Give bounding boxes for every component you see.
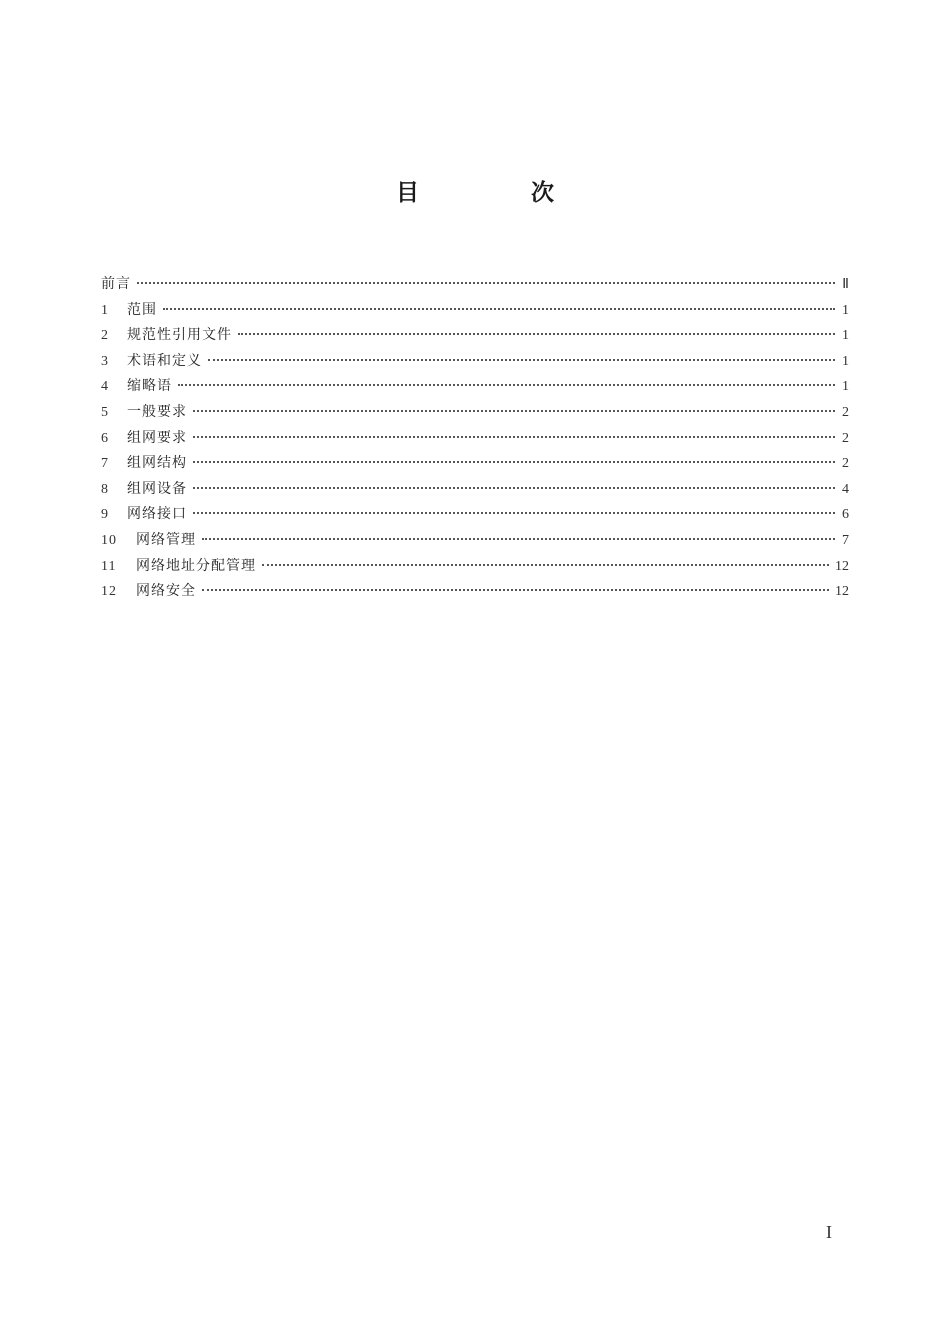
dot-leader xyxy=(208,359,835,361)
toc-entry-2[interactable] xyxy=(101,325,849,351)
dot-leader xyxy=(193,487,835,489)
toc-entry-number: 2 xyxy=(101,328,109,344)
toc-entry-4[interactable] xyxy=(101,376,849,402)
page-number: I xyxy=(826,1222,832,1242)
toc-entry-7[interactable] xyxy=(101,453,849,479)
dot-leader xyxy=(262,564,829,566)
toc-entry-page: 1 xyxy=(842,353,849,369)
toc-entry-number: 7 xyxy=(101,456,109,472)
toc-entry-title: 一般要求 xyxy=(127,403,187,420)
toc-entry-number: 8 xyxy=(101,481,109,497)
toc-entry-number: 9 xyxy=(101,507,109,523)
toc-entry-page: 1 xyxy=(842,328,849,344)
toc-entry-number: 5 xyxy=(101,404,109,420)
toc-entry-page: 2 xyxy=(842,456,849,472)
toc-entry-title: 网络安全 xyxy=(136,583,196,600)
toc-entry-11[interactable] xyxy=(101,556,849,582)
toc-entry-10[interactable] xyxy=(101,530,849,556)
dot-leader xyxy=(137,282,835,284)
toc-entry-number: 1 xyxy=(101,302,109,318)
toc-entry-title: 范围 xyxy=(127,301,157,318)
toc-entry-title: 组网结构 xyxy=(127,455,187,472)
toc-entry-title: 组网要求 xyxy=(127,429,187,446)
toc-entry-page: 4 xyxy=(842,481,849,497)
dot-leader xyxy=(163,308,835,310)
toc-entry-9[interactable] xyxy=(101,504,849,530)
dot-leader xyxy=(193,436,835,438)
dot-leader xyxy=(193,410,835,412)
dot-leader xyxy=(193,512,835,514)
toc-entry-number: 10 xyxy=(101,532,117,548)
toc-entry-page: 12 xyxy=(835,584,849,600)
toc-entry-title: 网络管理 xyxy=(136,531,196,548)
toc-entry-number: 3 xyxy=(101,353,109,369)
toc-entry-page: Ⅱ xyxy=(842,277,849,292)
page-title: 目 次 xyxy=(395,180,606,206)
toc-entry-title: 组网设备 xyxy=(127,480,187,497)
toc-entry-page: 12 xyxy=(835,558,849,574)
toc-entry-title: 前言 xyxy=(101,276,131,292)
toc-entry-5[interactable] xyxy=(101,402,849,428)
toc-entry-page: 2 xyxy=(842,430,849,446)
toc-entry-6[interactable] xyxy=(101,428,849,454)
dot-leader xyxy=(178,384,835,386)
toc-entry-foreword[interactable] xyxy=(101,274,849,300)
toc-entry-page: 1 xyxy=(842,379,849,395)
toc-entry-page: 1 xyxy=(842,302,849,318)
toc-entry-1[interactable] xyxy=(101,300,849,326)
toc-entry-page: 7 xyxy=(842,532,849,548)
table-of-contents xyxy=(101,274,849,607)
toc-entry-title: 网络接口 xyxy=(127,506,187,523)
dot-leader xyxy=(238,333,835,335)
dot-leader xyxy=(202,538,835,540)
dot-leader xyxy=(202,589,829,591)
toc-entry-page: 2 xyxy=(842,404,849,420)
toc-entry-title: 缩略语 xyxy=(127,378,172,395)
toc-entry-title: 网络地址分配管理 xyxy=(136,557,256,574)
toc-entry-title: 规范性引用文件 xyxy=(127,327,232,344)
toc-entry-number: 12 xyxy=(101,584,117,600)
toc-entry-number: 6 xyxy=(101,430,109,446)
toc-entry-title: 术语和定义 xyxy=(127,352,202,369)
toc-entry-8[interactable] xyxy=(101,479,849,505)
toc-entry-number: 4 xyxy=(101,379,109,395)
dot-leader xyxy=(193,461,835,463)
toc-entry-number: 11 xyxy=(101,558,117,574)
toc-entry-3[interactable] xyxy=(101,351,849,377)
toc-entry-page: 6 xyxy=(842,507,849,523)
toc-entry-12[interactable] xyxy=(101,581,849,607)
